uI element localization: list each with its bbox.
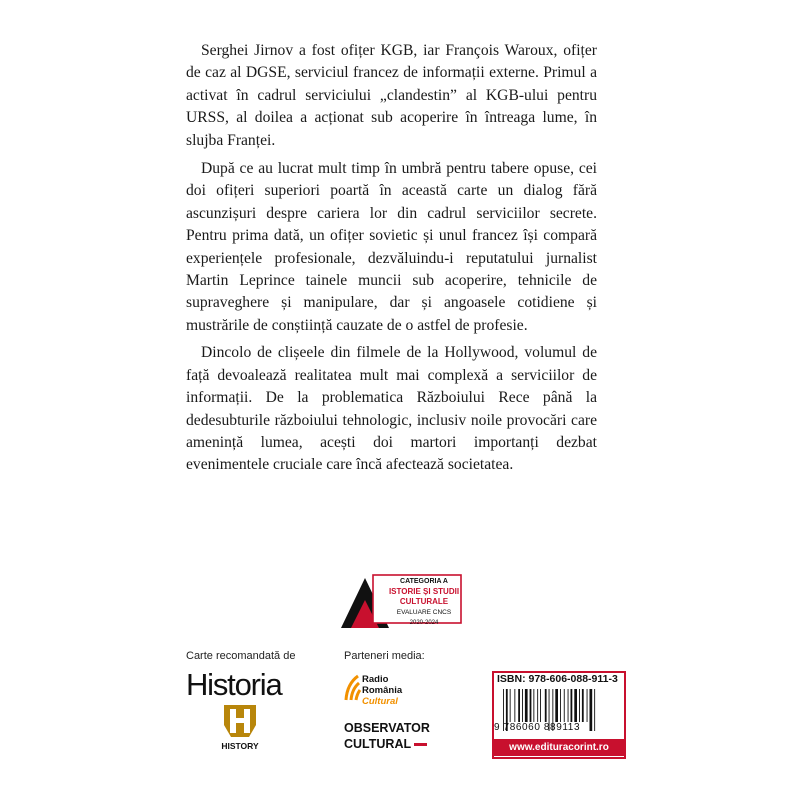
observator-cultural-logo (344, 720, 430, 752)
observator-word: OBSERVATOR (344, 721, 430, 735)
history-wordmark: HISTORY (221, 741, 259, 751)
badge-line-evaluation: EVALUARE CNCS (396, 609, 452, 616)
badge-line-domain-1: ISTORIE ȘI STUDII (388, 587, 460, 596)
radio-romania-cultural-text (362, 674, 402, 707)
barcode-bar (560, 689, 561, 722)
recommended-label: Carte recomandată de (186, 650, 296, 662)
cultural-word-observator: CULTURAL (344, 737, 412, 751)
history-channel-logo (218, 705, 262, 755)
badge-text (375, 577, 473, 628)
barcode-bar (525, 689, 528, 722)
barcode-bar (568, 689, 569, 722)
barcode-bar (564, 689, 565, 722)
barcode-bar (594, 689, 595, 731)
barcode-bar (514, 689, 515, 722)
badge-line-domain-2: CULTURALE (399, 597, 449, 606)
blurb-paragraph-1: Serghei Jirnov a fost ofițer KGB, iar François Waroux, ofițer de caz al DGSE, serviciul francez de informații externe. Primul a activat în cadrul serviciului „clandestin” al KGB-ului pentru URSS, al doilea a acționat sub acoperire în întreaga lume, în slujba Franței. (186, 42, 597, 149)
barcode-bar (545, 689, 547, 722)
barcode-bar (537, 689, 538, 722)
barcode-bar (555, 689, 558, 722)
barcode-bar (533, 689, 534, 722)
barcode-bar (587, 689, 588, 722)
back-cover-blurb (186, 40, 597, 482)
barcode-bar (579, 689, 580, 722)
barcode-bar (582, 689, 584, 722)
barcode-bar (530, 689, 532, 722)
barcode-bar (510, 689, 511, 722)
cultural-word: Cultural (362, 696, 398, 707)
badge-line-years: 2020-2024 (409, 620, 439, 626)
romania-word: România (362, 685, 403, 696)
barcode-bar (590, 689, 593, 731)
ean-digits: 9 786060 889113 (494, 722, 581, 733)
publisher-website: www.edituracorint.ro (509, 742, 609, 753)
barcode-bar (574, 689, 577, 722)
blurb-paragraph-3: Dincolo de clișeele din filmele de la Hollywood, volumul de față devoalează realitatea mult mai complexă a serviciilor de informații. De la problematica Războiului Rece până la dedesubturile războiului tehnologic, inclusiv noile provocări care amenință lumea, acești doi martori importanți dezbat evenimentele cruciale care încă afectează societatea. (186, 344, 597, 474)
barcode-bar (522, 689, 523, 722)
radio-word: Radio (362, 674, 389, 685)
barcode-bar (518, 689, 520, 722)
media-partners-label: Parteneri media: (344, 650, 425, 662)
blurb-paragraph-2: După ce au lucrat mult timp în umbră pentru tabere opuse, cei doi ofițeri superiori poartă în această carte un dialog fără ascunzișuri despre cariera lor din cadrul serviciilor secrete. Pentru prima dată, un ofițer sovietic și unul francez își compară experiențele profesionale, dezvăluindu-i reputatului jurnalist Martin Leprince tainele muncii sub acoperire, tehnicile de supraveghere și manipulare, dar și angoasele cotidiene și mustrările de conștiință cauzate de o astfel de profesie. (186, 160, 597, 334)
barcode-bar (571, 689, 573, 722)
barcode-bar (540, 689, 541, 722)
isbn-text: ISBN: 978-606-088-911-3 (497, 673, 618, 685)
historia-logo: Historia (186, 667, 282, 702)
badge-line-category: CATEGORIA A (400, 578, 448, 585)
red-dash-mark (414, 743, 427, 746)
